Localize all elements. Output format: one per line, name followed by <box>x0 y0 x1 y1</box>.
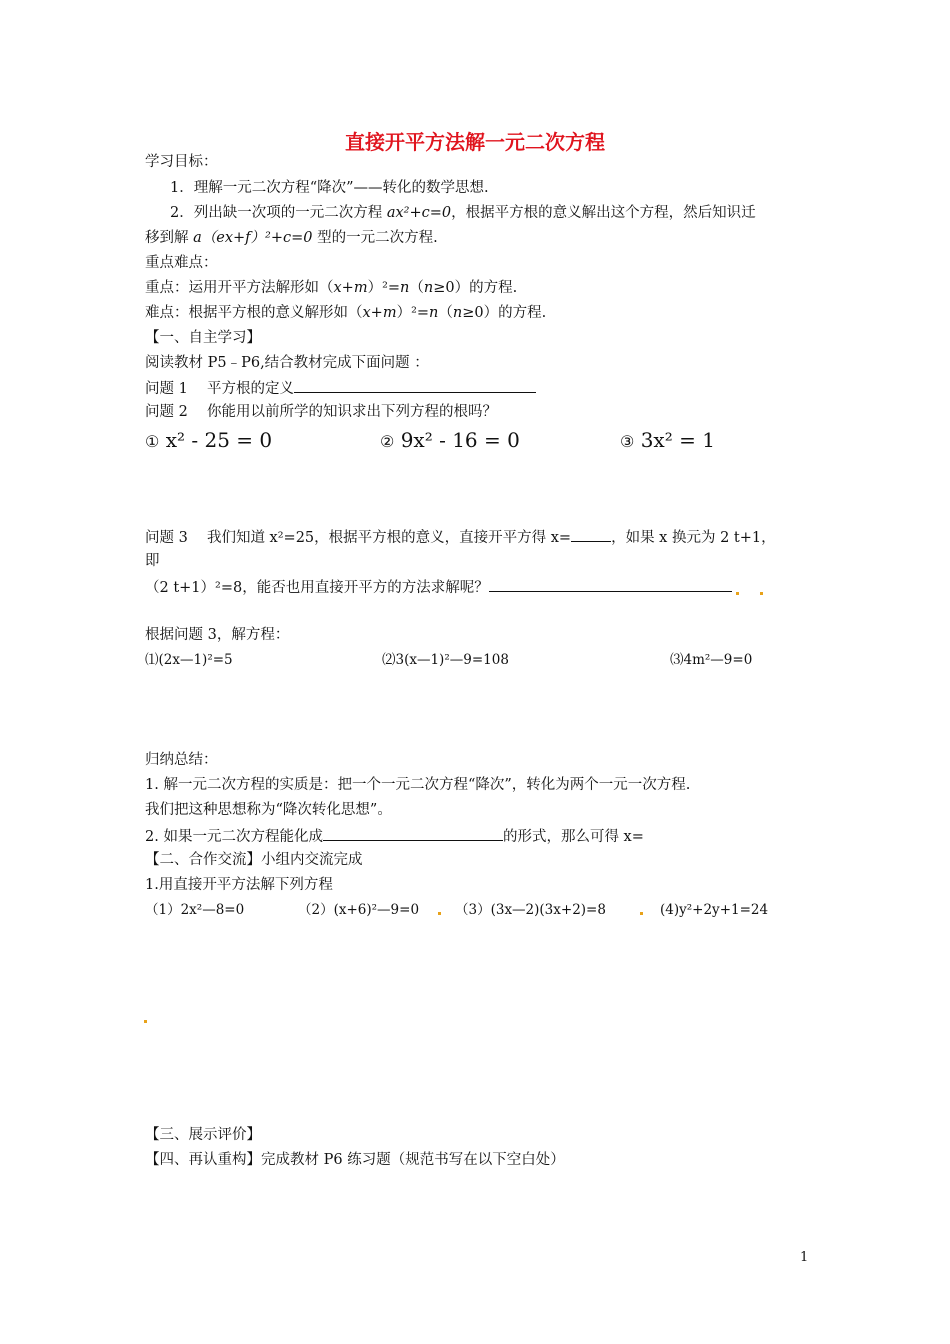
question-1-text: 问题 1 平方根的定义 <box>145 381 294 397</box>
summary-heading: 归纳总结： <box>145 752 218 768</box>
summary-1: 1. 解一元二次方程的实质是：把一个一元二次方程“降次”，转化为两个一元一次方程. <box>145 777 691 793</box>
reading-instruction: 阅读教材 P5﹣P6,结合教材完成下面问题 ： <box>145 355 429 371</box>
equation-1 <box>145 428 272 454</box>
objectives-heading: 学习目标： <box>145 154 218 170</box>
question-3 <box>145 526 776 548</box>
answer-blank[interactable] <box>489 576 732 592</box>
difficulty-text-g: ≥0）的方程. <box>462 305 547 321</box>
objective-2-line2 <box>145 228 438 248</box>
section3-heading: 【三、展示评价】 <box>145 1127 261 1143</box>
document-title: 直接开平方法解一元二次方程 <box>345 130 605 154</box>
key-point-text-a: 重点：运用开平方法解形如（ <box>145 280 334 296</box>
key-point-text-e: （ <box>409 280 424 296</box>
scan-dot <box>144 1020 147 1023</box>
key-point-text-c: ）²= <box>367 280 401 296</box>
objective-2-line2-a: 移到解 <box>145 230 194 246</box>
section2-task: 1.用直接开平方法解下列方程 <box>145 877 333 893</box>
summary-2 <box>145 825 644 847</box>
objective-2 <box>170 203 756 223</box>
page-number: 1 <box>800 1250 809 1265</box>
problem-1: ⑴(2x—1)²=5 <box>145 652 233 668</box>
difficulty-text-e: （ <box>438 305 453 321</box>
equation-2-number: ② <box>380 432 395 451</box>
difficulty-n: n <box>429 305 439 321</box>
section2-heading: 【二、合作交流】小组内交流完成 <box>145 852 363 868</box>
section1-heading: 【一、自主学习】 <box>145 330 261 346</box>
question-2: 问题 2 你能用以前所学的知识求出下列方程的根吗？ <box>145 404 497 420</box>
key-point-text-g: ≥0）的方程. <box>433 280 518 296</box>
key-point <box>145 278 517 298</box>
difficulty-n2: n <box>452 305 463 321</box>
key-point-var: x+m <box>333 280 368 296</box>
scan-dot <box>736 592 739 595</box>
objective-2-text-a: 2．列出缺一次项的一元二次方程 <box>170 205 387 221</box>
objective-2-text-c: ，根据平方根的意义解出这个方程，然后知识迁 <box>451 205 756 221</box>
objective-2-line2-c: 型的一元二次方程. <box>312 230 438 246</box>
scan-dot <box>640 912 643 915</box>
difficulty-point <box>145 303 546 323</box>
question-3-cont: 即 <box>145 553 160 569</box>
equation-2 <box>380 428 520 454</box>
key-point-n2: n <box>423 280 434 296</box>
difficulty-text-c: ）²= <box>396 305 430 321</box>
key-points-heading: 重点难点： <box>145 255 218 271</box>
exercise-4: (4)y²+2y+1=24 <box>660 902 769 918</box>
summary-2-text-a: 2. 如果一元二次方程能化成 <box>145 829 323 845</box>
question-3-text-a: 问题 3 我们知道 x²=25，根据平方根的意义，直接开平方得 x= <box>145 530 572 546</box>
objective-1: 1．理解一元二次方程“降次”——转化的数学思想. <box>170 180 489 196</box>
difficulty-text-a: 难点：根据平方根的意义解形如（ <box>145 305 363 321</box>
section4-heading: 【四、再认重构】完成教材 P6 练习题（规范书写在以下空白处） <box>145 1152 565 1168</box>
answer-blank[interactable] <box>571 526 611 542</box>
exercise-2: （2）(x+6)²—9=0 <box>298 902 420 918</box>
exercise-3: （3）(3x—2)(3x+2)=8 <box>455 902 606 918</box>
equation-3-number: ③ <box>620 432 635 451</box>
question-1 <box>145 377 536 399</box>
equation-2-formula: 9x² - 16 = 0 <box>400 428 520 452</box>
scan-dot <box>760 592 763 595</box>
key-point-n: n <box>400 280 410 296</box>
answer-blank[interactable] <box>323 825 503 841</box>
equation-1-formula: x² - 25 = 0 <box>165 428 273 452</box>
question-3-equation <box>145 576 732 598</box>
objective-2-line2-formula: a（ex+f）²+c=0 <box>193 230 313 246</box>
scan-dot <box>438 912 441 915</box>
summary-1-cont: 我们把这种思想称为“降次转化思想”。 <box>145 802 392 818</box>
question-3-text-b: ，如果 x 换元为 2 t+1， <box>611 530 776 546</box>
equation-1-number: ① <box>145 432 160 451</box>
solve-heading: 根据问题 3，解方程： <box>145 627 290 643</box>
question-3-text-d: （2 t+1）²=8，能否也用直接开平方的方法求解呢？ <box>145 580 489 596</box>
exercise-1: （1）2x²—8=0 <box>145 902 245 918</box>
equation-3 <box>620 428 715 454</box>
problem-3: ⑶4m²—9=0 <box>670 652 753 668</box>
problem-2: ⑵3(x—1)²—9=108 <box>382 652 509 668</box>
equation-3-formula: 3x² = 1 <box>640 428 715 452</box>
summary-2-text-b: 的形式，那么可得 x= <box>502 829 644 845</box>
objective-2-formula: ax²+c=0 <box>386 205 452 221</box>
difficulty-var: x+m <box>362 305 397 321</box>
answer-blank[interactable] <box>294 377 536 393</box>
